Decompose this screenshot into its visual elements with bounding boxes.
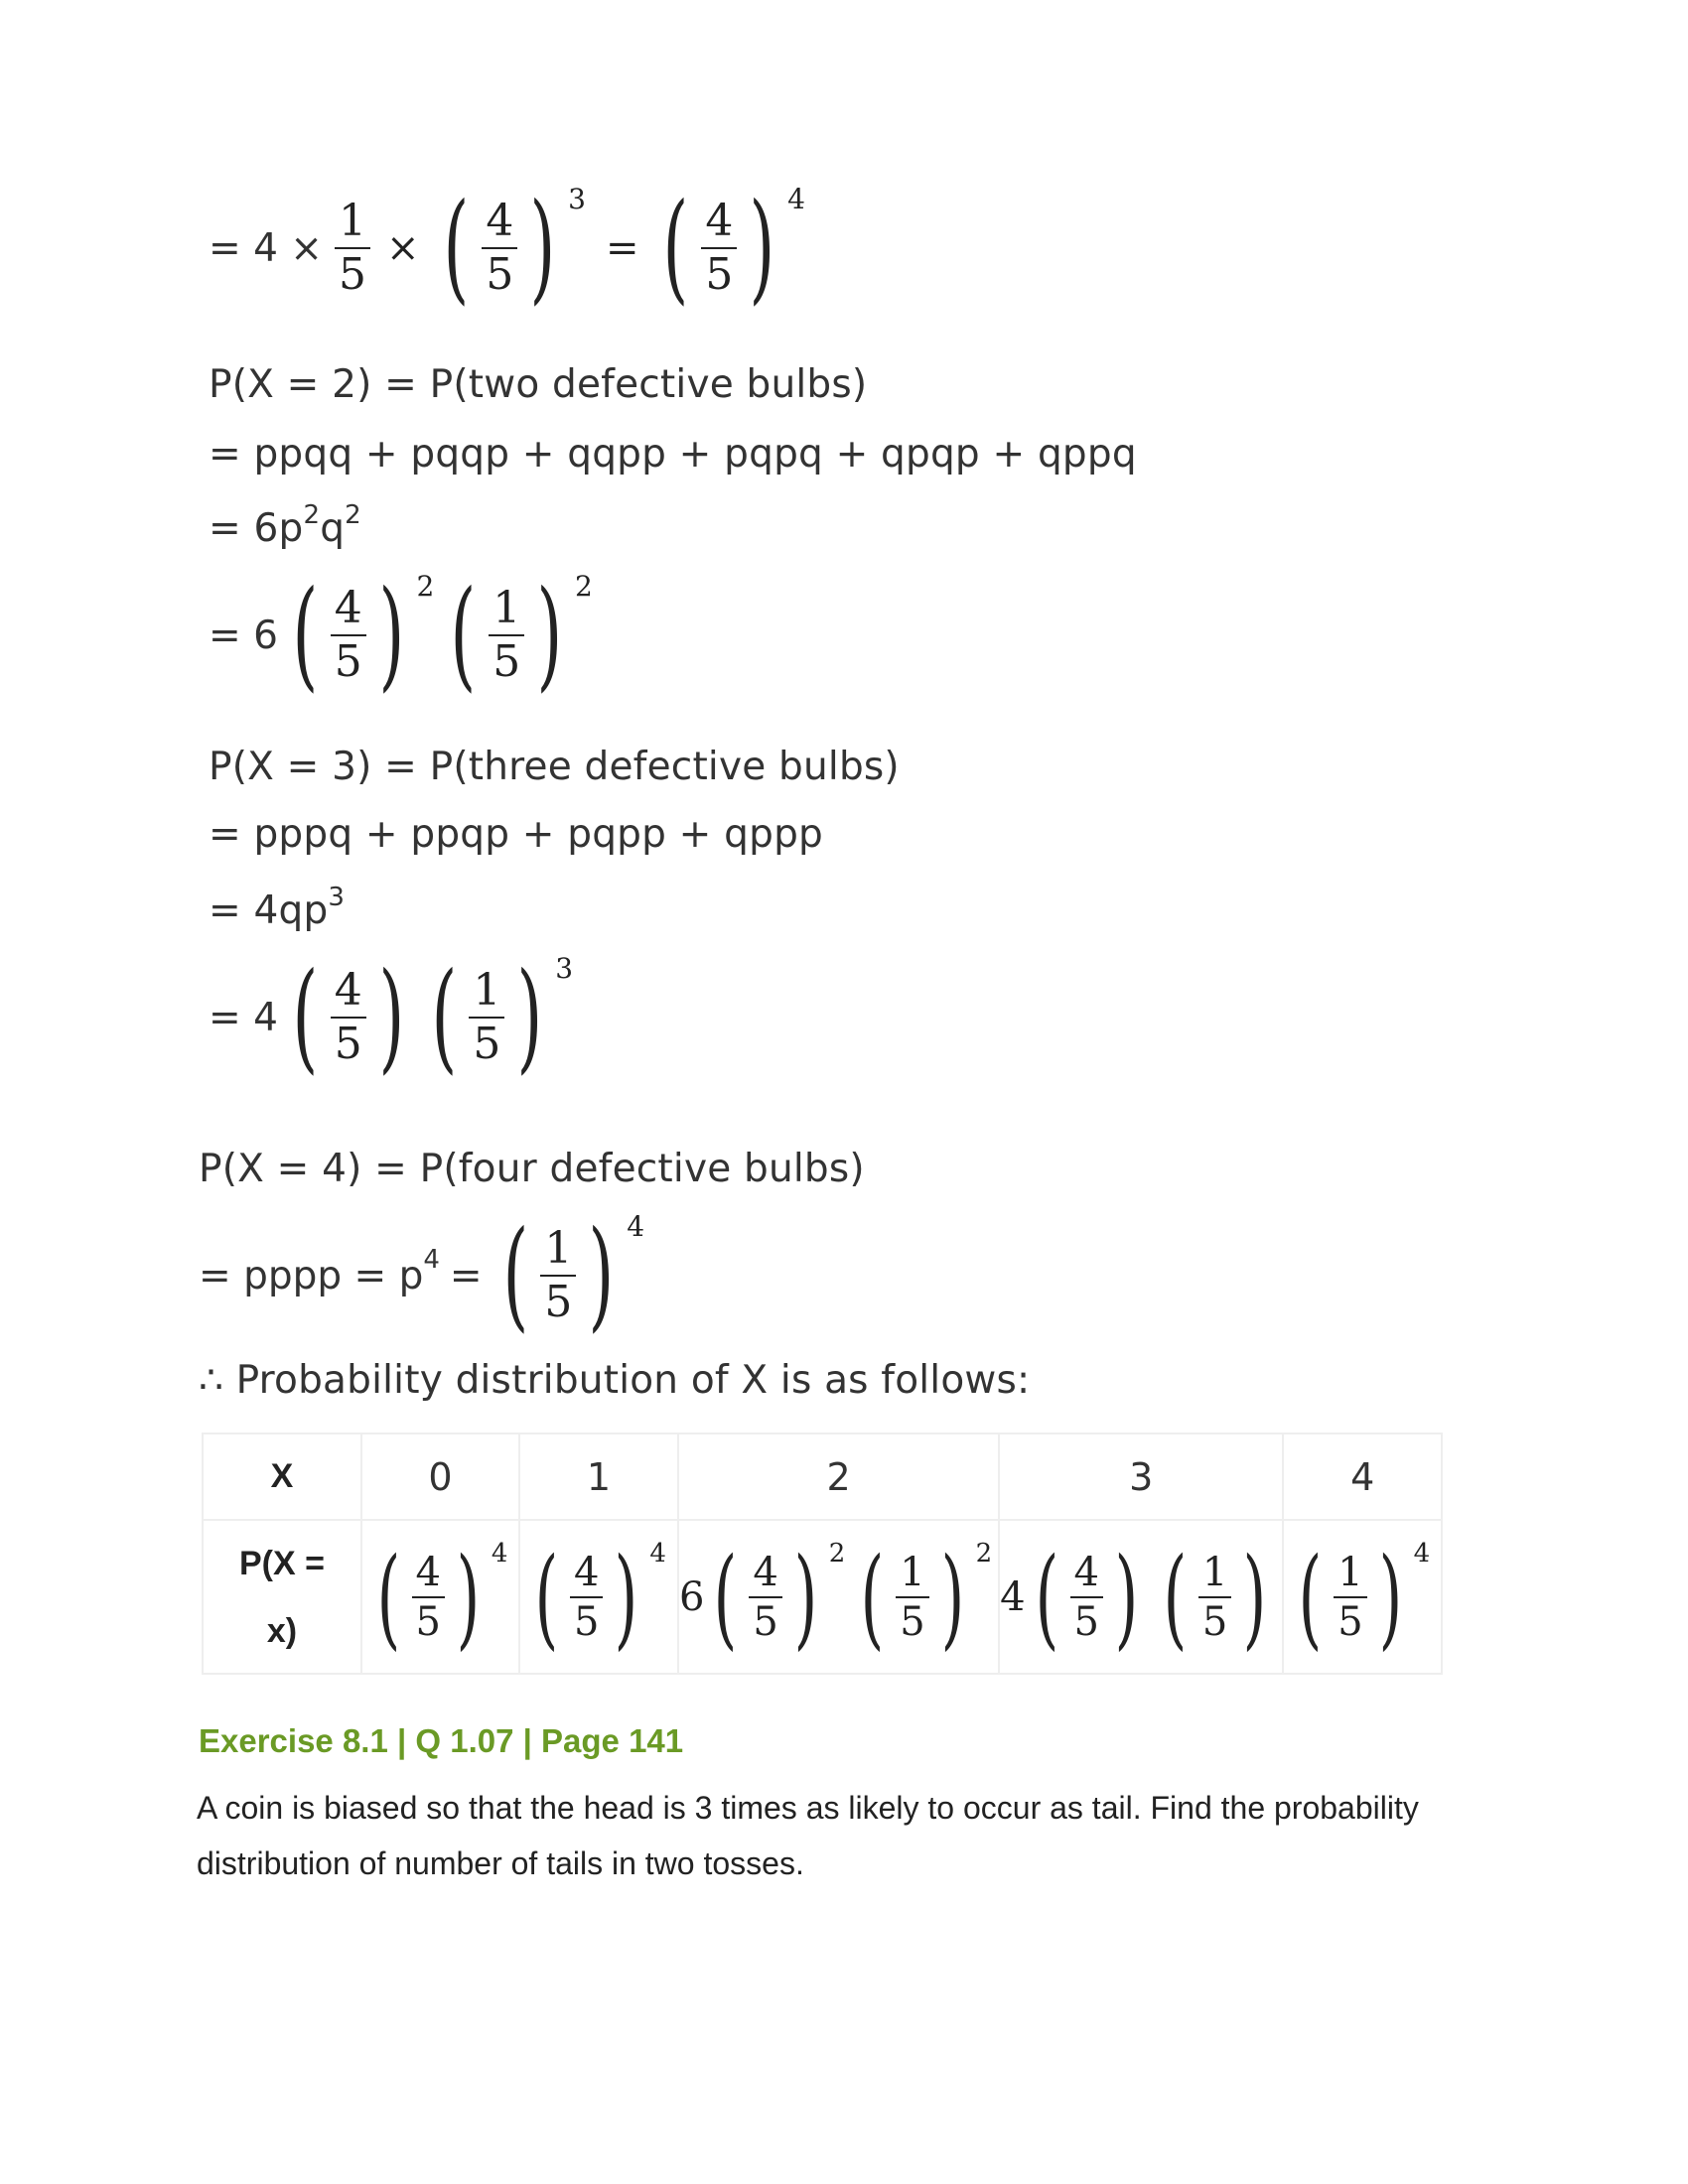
text-line-distribution-intro: ∴ Probability distribution of X is as follows: — [199, 1358, 1031, 1403]
equation-text: = 4 × — [209, 225, 323, 271]
table-header-row — [203, 1433, 1442, 1520]
table-header-cell: 2 — [678, 1433, 999, 1520]
table-cell: ( $\frac{1}{5}$ ) 4 — [1283, 1520, 1442, 1674]
power-group: ( $\frac{4}{5}$ ) 4 — [663, 179, 805, 317]
text-line-expansion-3: = pppq + ppqp + pqpp + qppp — [209, 812, 823, 857]
table-cell: ( $\frac{4}{5}$ ) 4 — [519, 1520, 678, 1674]
table-header-cell: 4 — [1283, 1433, 1442, 1520]
text-line-expansion-2: = ppqq + pqqp + qqpp + pqpq + qpqp + qppq — [209, 432, 1137, 477]
equation-line-11: = pppp = p 4 = ( $\frac{1}{5}$ ) 4 — [199, 1206, 645, 1344]
distribution-table-wrapper — [202, 1433, 1443, 1675]
text-line-p-x-4: P(X = 4) = P(four defective bulbs) — [199, 1147, 865, 1191]
power-group: ( $\frac{1}{5}$ ) 2 — [450, 566, 593, 704]
text-line-p-x-3: P(X = 3) = P(three defective bulbs) — [209, 745, 900, 789]
table-header-cell: X — [203, 1433, 361, 1520]
table-cell: 6 ( $\frac{4}{5}$ ) 2 ( $\frac{1}{5}$ ) 2 — [678, 1520, 999, 1674]
table-cell: ( $\frac{4}{5}$ ) 4 — [361, 1520, 519, 1674]
power-group: ( $\frac{4}{5}$ ) 3 — [444, 179, 586, 317]
power-group: ( $\frac{1}{5}$ ) 3 — [431, 948, 574, 1086]
power-group: ( $\frac{1}{5}$ ) 4 — [502, 1206, 645, 1344]
times-operator: × — [385, 225, 420, 271]
exponent: 3 — [568, 183, 586, 215]
equation-line-1 — [209, 179, 811, 317]
table-header-cell: 0 — [361, 1433, 519, 1520]
equals-operator: = — [605, 225, 639, 271]
fraction: $\frac{1}{5}$ — [335, 198, 370, 300]
distribution-table — [202, 1433, 1443, 1675]
text-line-4qp3: = $4qp^3$ — [209, 883, 346, 933]
question-text: A coin is biased so that the head is 3 times as likely to occur as tail. Find the probability distribution of number of tails in two tosses. — [197, 1790, 1419, 1881]
text-line-p-x-2: P(X = 2) = P(two defective bulbs) — [209, 362, 868, 407]
equation-line-9: = 4 ( $\frac{4}{5}$ ) ( $\frac{1}{5}$ ) 3 — [209, 948, 574, 1086]
table-header-cell: 1 — [519, 1433, 678, 1520]
exponent: 4 — [787, 183, 805, 215]
exercise-heading: Exercise 8.1 | Q 1.07 | Page 141 — [199, 1722, 684, 1759]
equation-line-5: = 6 ( $\frac{4}{5}$ ) 2 ( $\frac{1}{5}$ ) 2 — [209, 566, 593, 704]
table-header-cell: 3 — [999, 1433, 1283, 1520]
text-line-6p2q2: = $6p^2q^2$ — [209, 500, 361, 551]
fraction-group: ( $\frac{4}{5}$ ) — [292, 948, 405, 1086]
table-row — [203, 1520, 1442, 1674]
table-row-label: P(X = x) — [203, 1520, 361, 1674]
table-cell: 4 ( $\frac{4}{5}$ ) ( $\frac{1}{5}$ ) — [999, 1520, 1283, 1674]
power-group: ( $\frac{4}{5}$ ) 2 — [292, 566, 435, 704]
